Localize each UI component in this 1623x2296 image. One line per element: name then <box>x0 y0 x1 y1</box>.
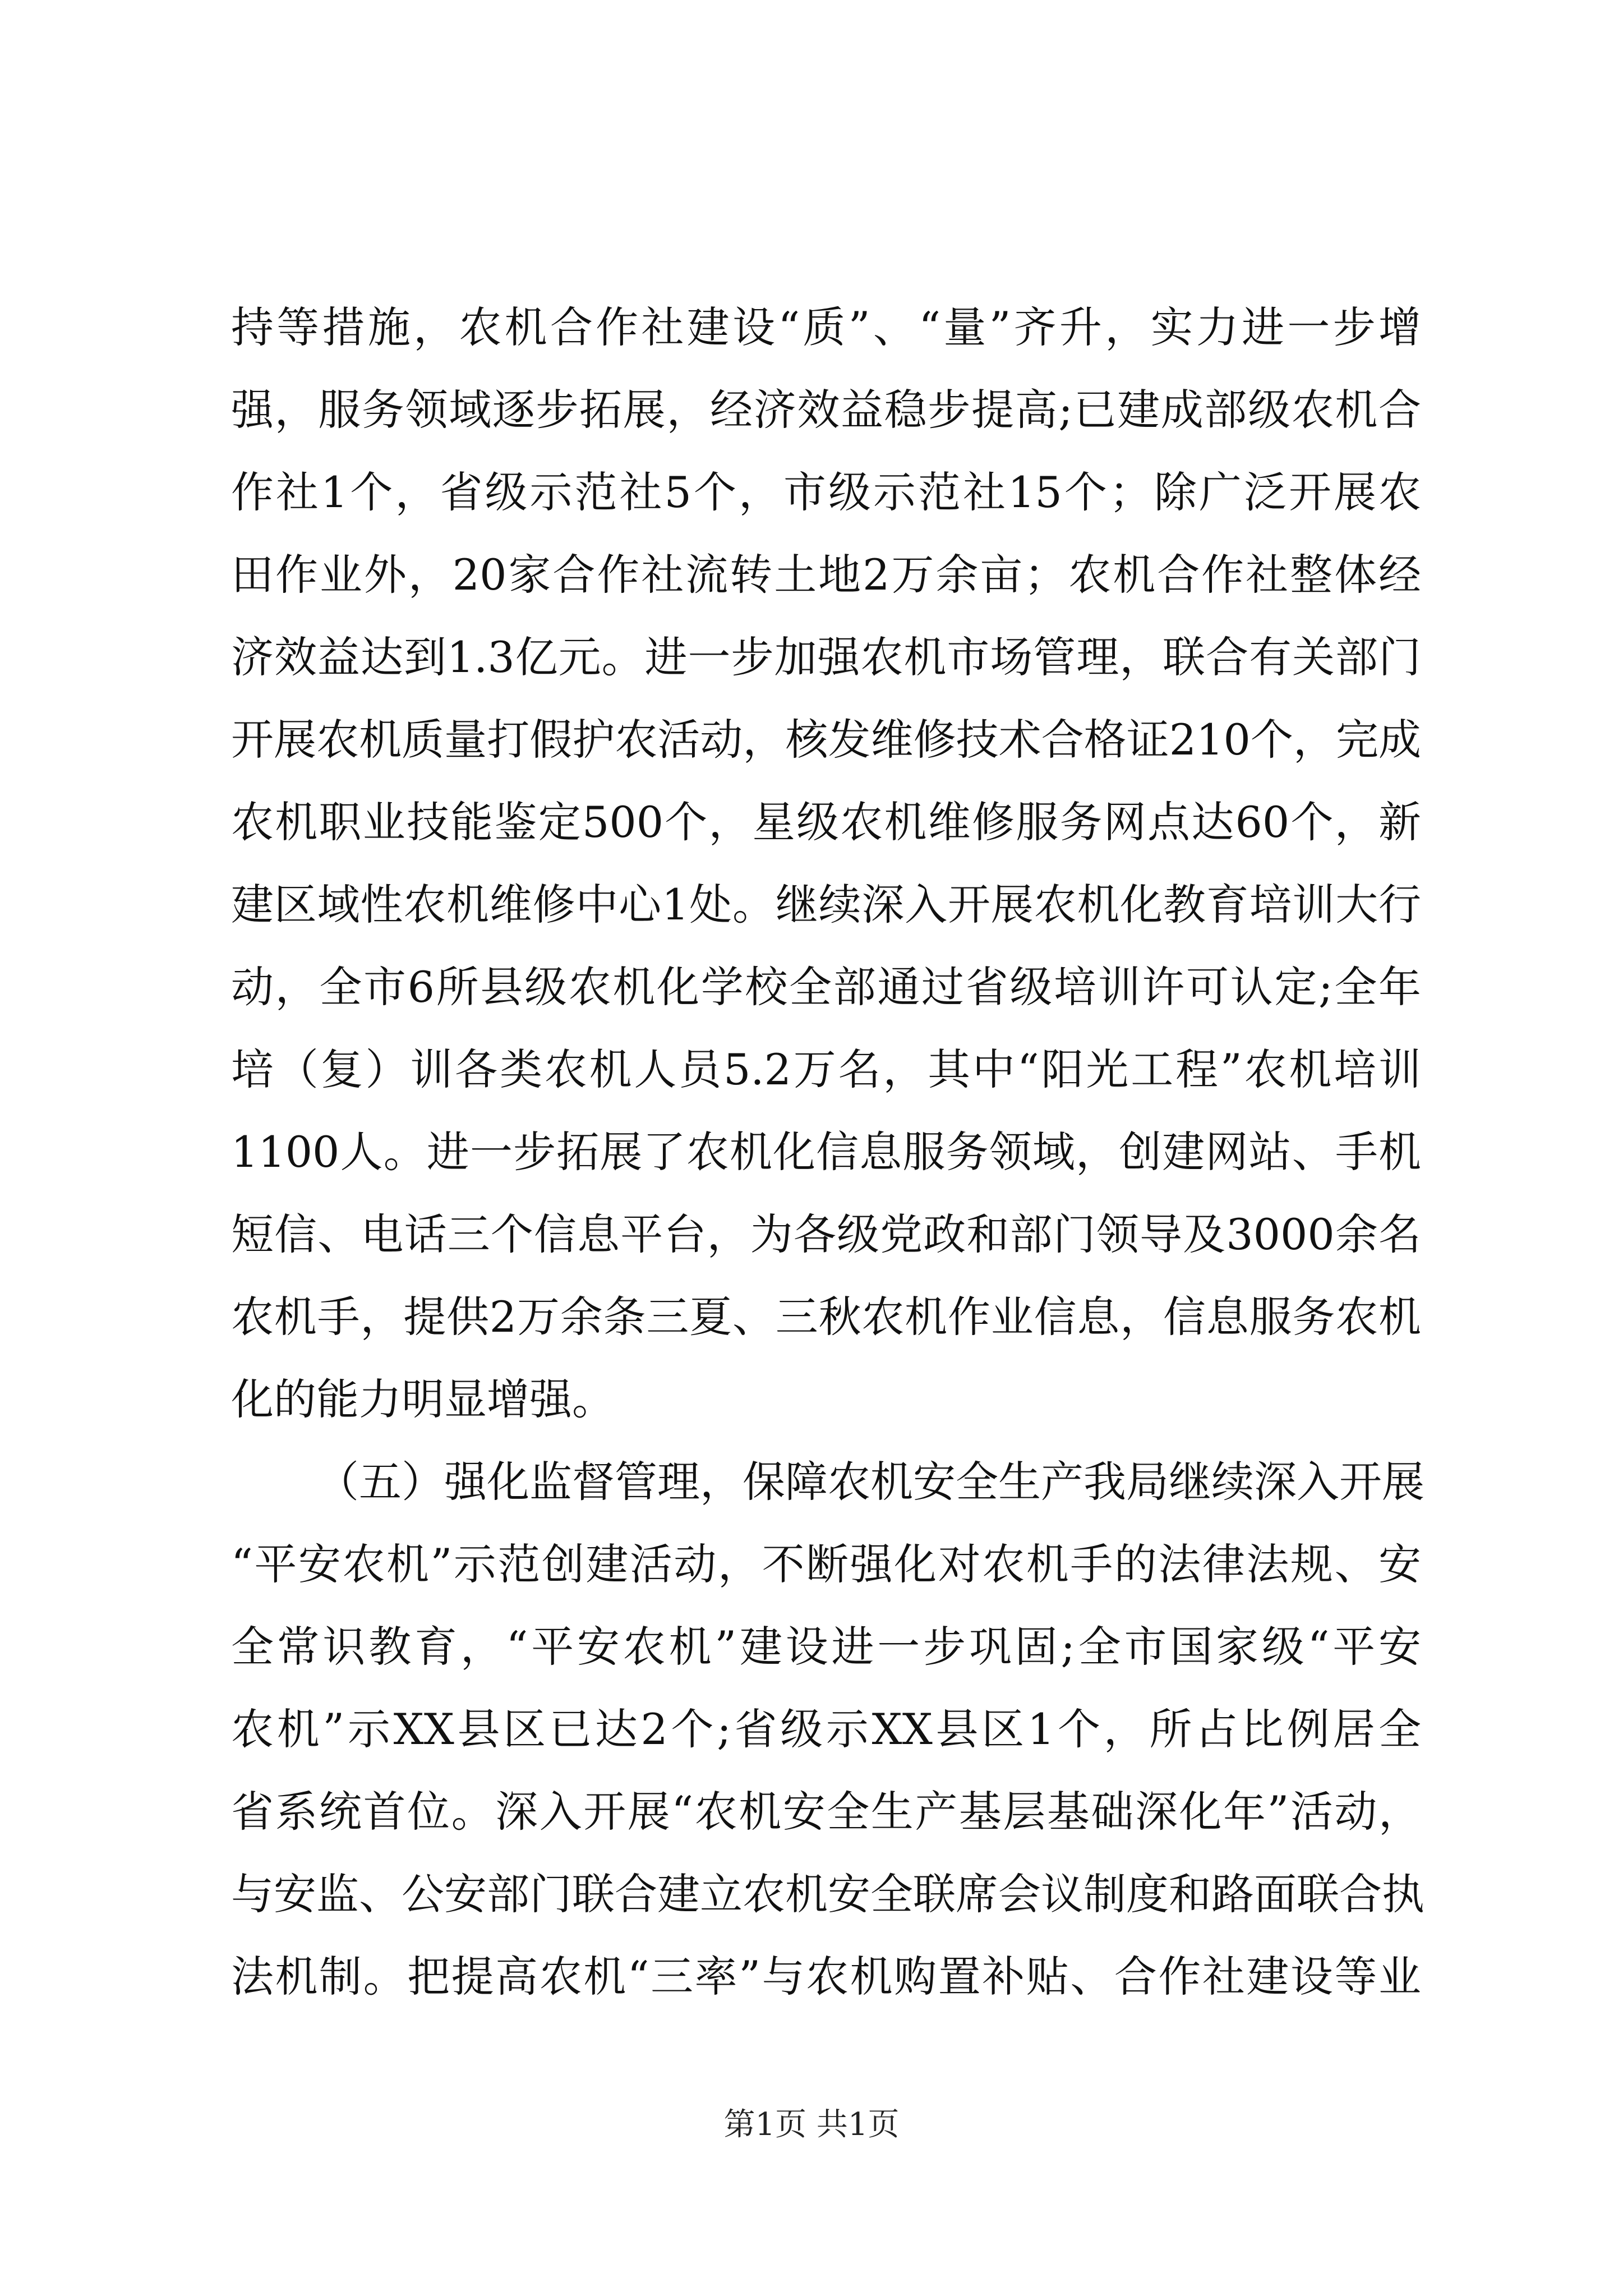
text-line: 培（复）训各类农机人员5.2万名，其中“阳光工程”农机培训 <box>231 1045 1421 1094</box>
text-line: 持等措施，农机合作社建设“质”、“量”齐升，实力进一步增 <box>231 302 1421 352</box>
text-line: （五）强化监督管理，保障农机安全生产我局继续深入开展 <box>316 1457 1424 1507</box>
text-line: 化的能力明显增强。 <box>231 1374 615 1424</box>
text-line: 济效益达到1.3亿元。进一步加强农机市场管理，联合有关部门 <box>231 632 1421 682</box>
page-footer: 第1页 共1页 <box>723 2106 900 2143</box>
text-line: 强，服务领域逐步拓展，经济效益稳步提高;已建成部级农机合 <box>231 385 1421 435</box>
text-line: 作社1个，省级示范社5个，市级示范社15个；除广泛开展农 <box>231 467 1421 517</box>
paragraph-safety-supervision <box>231 1441 1424 2018</box>
text-line: 田作业外，20家合作社流转土地2万余亩；农机合作社整体经 <box>231 550 1421 600</box>
text-line: 农机手，提供2万余条三夏、三秋农机作业信息，信息服务农机 <box>231 1292 1421 1342</box>
document-body <box>231 286 1424 2018</box>
text-line: 与安监、公安部门联合建立农机安全联席会议制度和路面联合执 <box>231 1869 1424 1919</box>
text-line: 农机职业技能鉴定500个，星级农机维修服务网点达60个，新 <box>231 797 1421 847</box>
text-line: “平安农机”示范创建活动，不断强化对农机手的法律法规、安 <box>231 1539 1421 1589</box>
text-line: 建区域性农机维修中心1处。继续深入开展农机化教育培训大行 <box>231 880 1421 930</box>
text-line: 全常识教育，“平安农机”建设进一步巩固;全市国家级“平安 <box>231 1622 1421 1672</box>
text-line: 1100人。进一步拓展了农机化信息服务领域，创建网站、手机 <box>231 1127 1421 1177</box>
text-line: 短信、电话三个信息平台，为各级党政和部门领导及3000余名 <box>231 1209 1421 1259</box>
text-line: 省系统首位。深入开展“农机安全生产基层基础深化年”活动， <box>231 1787 1421 1837</box>
text-line: 开展农机质量打假护农活动，核发维修技术合格证210个，完成 <box>231 715 1421 765</box>
paragraph-agricultural-cooperatives <box>231 286 1421 1441</box>
text-line: 动，全市6所县级农机化学校全部通过省级培训许可认定;全年 <box>231 962 1421 1012</box>
text-line: 法机制。把提高农机“三率”与农机购置补贴、合作社建设等业 <box>231 1952 1421 2001</box>
text-line: 农机”示XX县区已达2个;省级示XX县区1个，所占比例居全 <box>231 1704 1421 1754</box>
